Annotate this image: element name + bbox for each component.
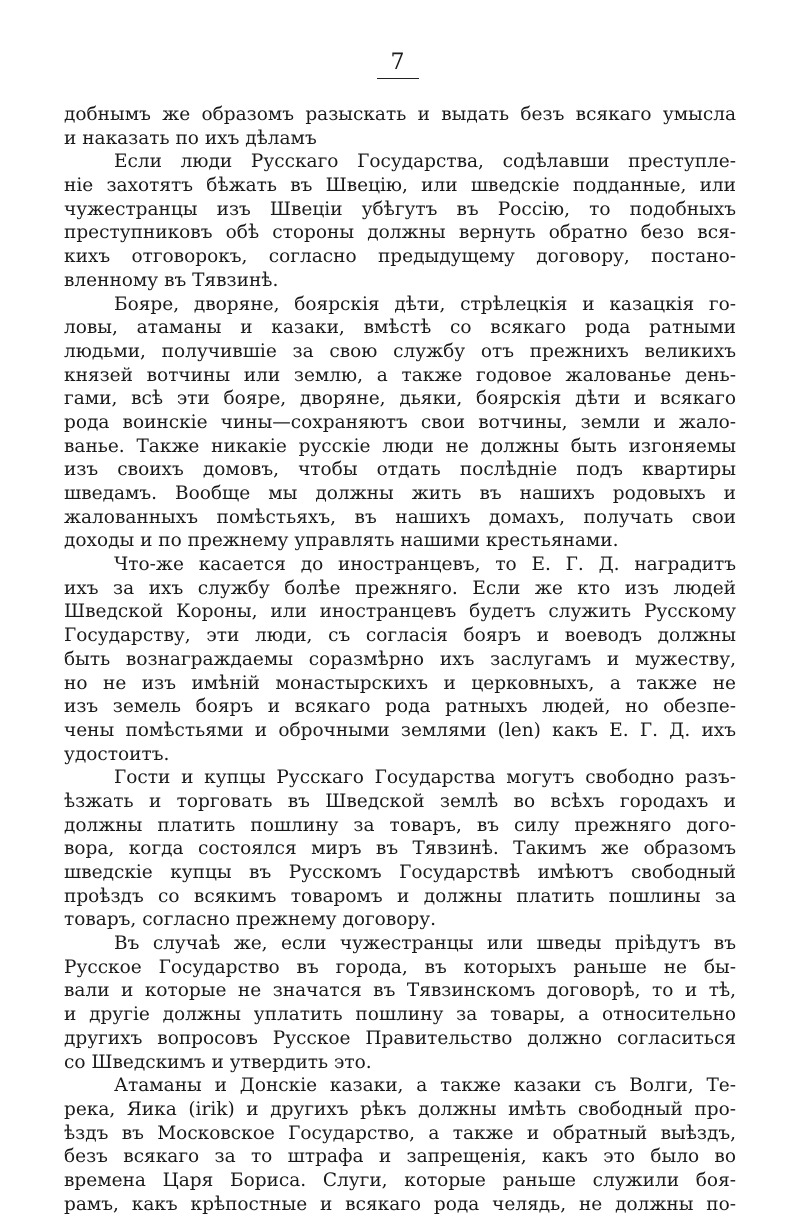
text-line: гами, всѣ эти бояре, дворяне, дьяки, боярскія дѣти и всякаго: [64, 388, 736, 410]
text-line: вора, когда состоялся миръ въ Тявзинѣ. Такимъ же образомъ: [64, 838, 736, 860]
page-number-text: 7: [377, 48, 419, 79]
text-line: доходы и по прежнему управлять нашими крестьянами.: [64, 530, 619, 552]
text-line: чены помѣстьями и оброчными землями (len) какъ Е. Г. Д. ихъ: [64, 719, 736, 741]
text-line: рода воинскіе чины—сохраняютъ свои вотчины, земли и жало-: [64, 411, 736, 433]
text-line: ніе захотятъ бѣжать въ Швецію, или шведскіе подданные, или: [64, 175, 736, 197]
text-line: Шведской Короны, или иностранцевъ будетъ служить Русскому: [64, 601, 736, 623]
text-line: вленному въ Тявзинѣ.: [64, 269, 279, 291]
text-line: Русское Государство въ города, въ которыхъ раньше не бы-: [64, 956, 736, 978]
text-line: времена Царя Бориса. Слуги, которые раньше служили боя-: [64, 1169, 736, 1191]
text-line: ѣзжать и торговать въ Шведской землѣ во всѣхъ городахъ и: [64, 790, 736, 812]
text-line: Бояре, дворяне, боярскія дѣти, стрѣлецкія и казацкія го-: [114, 293, 736, 315]
text-line: Государству, эти люди, съ согласія бояръ и воеводъ должны: [64, 625, 736, 647]
text-line: Въ случаѣ же, если чужестранцы или шведы пріѣдутъ въ: [114, 933, 736, 955]
text-line: но не изъ имѣній монастырскихъ и церковныхъ, а также не: [64, 672, 736, 694]
text-line: река, Яика (irik) и другихъ рѣкъ должны имѣть свободный про-: [64, 1098, 736, 1120]
text-line: ловы, атаманы и казаки, вмѣстѣ со всякаго рода ратными: [64, 317, 736, 339]
text-line: безъ всякаго за то штрафа и запрещенія, какъ это было во: [64, 1146, 736, 1168]
text-line: и наказать по ихъ дѣламъ: [64, 127, 317, 149]
text-line: Что-же касается до иностранцевъ, то Е. Г. Д. наградитъ: [114, 554, 736, 576]
text-line: рамъ, какъ крѣпостные и всякаго рода челядь, не должны по-: [64, 1193, 736, 1215]
text-line: жалованныхъ помѣстьяхъ, въ нашихъ домахъ, получать свои: [64, 506, 736, 528]
text-line: со Шведскимъ и утвердить это.: [64, 1051, 372, 1073]
text-line: должны платить пошлину за товаръ, въ силу прежняго дого-: [64, 814, 736, 836]
text-line: преступниковъ обѣ стороны должны вернуть обратно безо вся-: [64, 222, 736, 244]
text-line: князей вотчины или землю, а также годовое жалованье день-: [64, 364, 736, 386]
text-line: ванье. Также никакіе русскіе люди не должны быть изгоняемы: [64, 435, 736, 457]
text-line: Гости и купцы Русскаго Государства могутъ свободно разъ-: [114, 767, 736, 789]
text-line: Атаманы и Донскіе казаки, а также казаки съ Волги, Те-: [114, 1075, 736, 1097]
text-line: изъ земель бояръ и всякаго рода ратныхъ людей, но обезпе-: [64, 696, 736, 718]
text-line: быть вознаграждаемы соразмѣрно ихъ заслугамъ и мужеству,: [64, 648, 736, 670]
text-line: чужестранцы изъ Швеціи убѣгутъ въ Россію, то подобныхъ: [64, 198, 736, 220]
text-column: [64, 103, 736, 1216]
text-line: добнымъ же образомъ разыскать и выдать безъ всякаго умысла: [64, 104, 736, 125]
text-line: шведскіе купцы въ Русскомъ Государствѣ имѣютъ свободный: [64, 862, 736, 883]
text-line: вали и которые не значатся въ Тявзинскомъ договорѣ, то и тѣ,: [64, 980, 736, 1002]
text-line: ихъ за ихъ службу болѣе прежняго. Если же кто изъ людей: [64, 577, 736, 599]
text-line: ѣздъ въ Московское Государство, а также и обратный выѣздъ,: [64, 1122, 736, 1144]
text-line: шведамъ. Вообще мы должны жить въ нашихъ родовыхъ и: [64, 483, 736, 504]
text-line: проѣздъ со всякимъ товаромъ и должны платить пошлины за: [64, 885, 736, 907]
text-line: кихъ отговорокъ, согласно предыдущему договору, постано-: [64, 246, 736, 268]
page-number: [0, 48, 795, 79]
text-line: товаръ, согласно прежнему договору.: [64, 909, 436, 931]
text-line: удостоитъ.: [64, 743, 170, 765]
text-line: и другіе должны уплатить пошлину за товары, а относительно: [64, 1004, 736, 1026]
text-line: изъ своихъ домовъ, чтобы отдать послѣдніе подъ квартиры: [64, 459, 736, 481]
text-line: людьми, получившіе за свою службу отъ прежнихъ великихъ: [64, 340, 736, 362]
text-line: другихъ вопросовъ Русское Правительство должно согласиться: [64, 1027, 736, 1049]
text-line: Если люди Русскаго Государства, содѣлавши преступле-: [114, 151, 736, 173]
